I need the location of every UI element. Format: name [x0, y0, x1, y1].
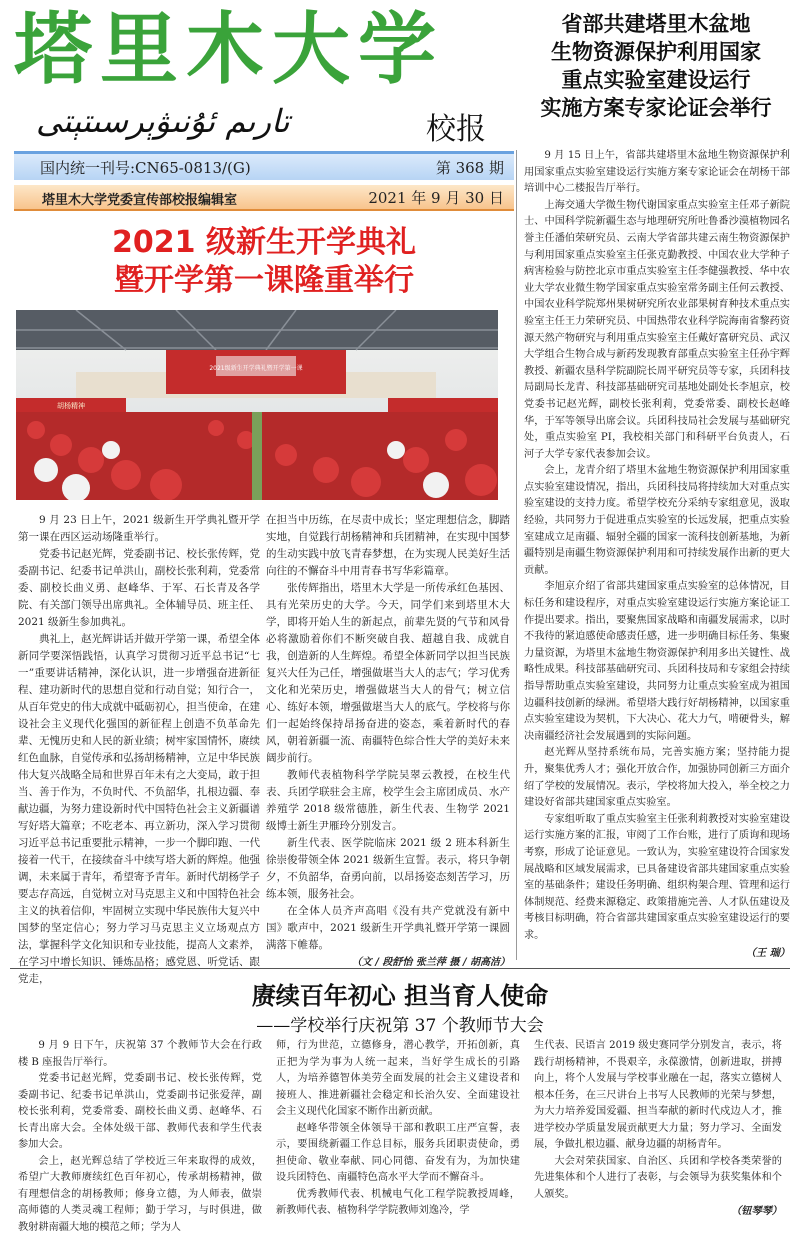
main-article-headline: [14, 224, 514, 300]
headline-line: 实施方案专家论证会举行: [520, 94, 792, 122]
paragraph: 上海交通大学微生物代谢国家重点实验室主任邓子新院士、中国科学院新疆生态与地理研究所吐鲁番沙漠植物园名誉主任潘伯荣研究员、云南大学省部共建云南生物资源保护与利用国家重点实验室主任张克勤教授、中国农业大学种子病害检验与防控北京市重点实验室主任李健强教授、华中农业大学农业微生物学国家重点实验室常务副主任何云教授、中国农业科学院郑州果树研究所农业部果树育种技术重点实验室主任王力荣研究员、中国热带农业科学院海南省黎药资源天然产物研究与利用重点实验室主任戴好富研究员、武汉大学组合生物合成与新药发现教育部重点实验室主任孙宇辉教授、新疆农垦科学院副院长周平研究员等专家，兵团科技局副局长龙青、科技部基础研究司基地处副处长李旭京，校党委书记赵光辉，副校长张利莉，党委常委、副校长赵峰华，于军等领导出席会议。兵团科技局社会发展与基础研究处，重点实验室 PI，我校相关部门和科研平台负责人，石河子大学专家代表参加会议。: [524, 198, 790, 464]
side-article-headline: [520, 10, 792, 122]
stage-banner-text: 2021级新生开学典礼暨开学第一课: [209, 364, 302, 372]
byline: （文 / 段舒怡 张兰萍 摄 / 胡高洁）: [266, 954, 510, 971]
paragraph: 赵峰华带领全体领导干部和教职工庄严宣誓，表示，要围绕新疆工作总目标，服务兵团职责使命，勇担使命、敬业奉献、同心同德、奋发有为，为加快建设兵团特色、南疆特色高水平大学而不懈奋斗。: [276, 1121, 520, 1187]
issue-band: [14, 151, 514, 180]
masthead: [14, 6, 514, 146]
headline-line: 省部共建塔里木盆地: [520, 10, 792, 38]
paragraph: 在全体人员齐声高唱《没有共产党就没有新中国》歌声中，2021 级新生开学典礼暨开学第一课圆满落下帷幕。: [266, 903, 510, 954]
paragraph: 会上，龙青介绍了塔里木盆地生物资源保护利用国家重点实验室建设情况，指出，兵团科技局将持续加大对重点实验室建设的支持力度。希望学校充分采纳专家组意见，汲取经验，共同努力于促进重点实验室的长远发展，把重点实验室建成立足南疆、辐射全疆的国家一流科技创新基地，为新疆特别是南疆生物资源保护利用和可持续发展作出新的更大贡献。: [524, 463, 790, 579]
masthead-suffix: 校报: [426, 104, 486, 148]
paragraph: 党委书记赵光辉，党委副书记、校长张传辉，党委副书记、纪委书记单洪山，党委副书记张爱萍，副校长张利莉，党委常委、副校长曲义勇、赵峰华、石长青出席大会。全体处级干部、教师代表和学生代表参加大会。: [18, 1071, 262, 1154]
paragraph: 张传辉指出，塔里木大学是一所传承红色基因、具有光荣历史的大学。今天，同学们来到塔里木大学，即将开始人生的新起点，前辈先贤的气节和风骨必将激励着你们不断突破自我、超越自我、成就自我，创造新的人生辉煌。希望全体新同学以担当民族复兴大任为己任，增强做堪当大人的志气；学习优秀文化和光荣历史，增强做堪当大人的骨气；树立信心、练好本领，增强做堪当大人的底气。学校将与你们一起始终保持昂扬奋进的姿态，乘着新时代的春风，朝着新疆一流、南疆特色综合性大学的美好未来阔步前行。: [266, 580, 510, 767]
side-article-body: [524, 148, 790, 961]
bottom-article-headline: 赓续百年初心 担当育人使命: [0, 980, 800, 1012]
editorial-office: 塔里木大学党委宣传部校报编辑室: [42, 189, 237, 208]
paragraph: 师，行为世范，立德修身，潜心教学，开拓创新，真正把为学为事为人统一起来，当好学生成长的引路人，为培养德智体美劳全面发展的社会主义建设者和接班人、推进新疆社会稳定和长治久安、全面建设社会主义现代化国家不断作出新贡献。: [276, 1038, 520, 1121]
column-divider: [516, 150, 517, 960]
section-divider: [10, 968, 790, 969]
paragraph: 在担当中历练，在尽责中成长；坚定理想信念，脚踏实地，自觉践行胡杨精神和兵团精神，在实现中国梦的生动实践中放飞青春梦想，在为实现人民美好生活向往的不懈奋斗中用青春书写华彩篇章。: [266, 512, 510, 580]
headline-line: 重点实验室建设运行: [520, 66, 792, 94]
paragraph: 专家组听取了重点实验室主任张利莉教授对实验室建设运行实施方案的汇报，审阅了工作台账，进行了质询和现场考察，形成了论证意见。一致认为，实验室建设符合国家发展战略和区域发展需求，已具备建设省部共建国家重点实验室的基础条件；建设任务明确、组织构架合理、管理和运行体制规范、经费来源稳定、政策措施完善、人才队伍建设及考核目标明确，符合省部共建国家重点实验室建设运行的要求。: [524, 812, 790, 945]
bottom-article-col1: [18, 1038, 262, 1236]
paragraph: 党委书记赵光辉，党委副书记、校长张传辉，党委副书记、纪委书记单洪山，副校长张利莉，党委常委、副校长曲义勇、赵峰华、于军、石长青及各学院、有关部门领导出席典礼。全体辅导员、班主任、2021 级新生参加典礼。: [18, 546, 260, 631]
main-article-col1: [18, 512, 260, 988]
paragraph: 大会对荣获国家、自治区、兵团和学校各类荣誉的先进集体和个人进行了表彰，与会领导为获奖集体和个人颁奖。: [534, 1154, 782, 1204]
byline: （王 瑞）: [524, 945, 790, 962]
bottom-article-col2: [276, 1038, 520, 1220]
bottom-article-subhead: ——学校举行庆祝第 37 个教师节大会: [0, 1011, 800, 1036]
paragraph: 会上，赵光辉总结了学校近三年来取得的成效，希望广大教师赓续红色百年初心，传承胡杨精神，做有理想信念的胡杨教师；修身立德，为人师表，做崇高师德的人类灵魂工程师；勤于学习，与时俱进，做教射耕南疆大地的模范之师；学为人: [18, 1154, 262, 1236]
headline-line: 生物资源保护利用国家: [520, 38, 792, 66]
paragraph: 生代表、民语言 2019 级史赛同学分别发言，表示，将践行胡杨精神，不畏艰辛，永葆激情，创新进取，拼搏向上，将个人发展与学校事业融在一起，落实立德树人根本任务，在三尺讲台上书写人民教师的光荣与梦想，为大力培养爱国爱疆、担当奉献的新时代戍边人才，推进学校办学质量发展贡献更大力量；努力学习、全面发展，争做扎根边疆、献身边疆的胡杨青年。: [534, 1038, 782, 1154]
byline: （钮琴琴）: [534, 1203, 782, 1220]
paragraph: 9 月 9 日下午，庆祝第 37 个教师节大会在行政楼 B 座报告厅举行。: [18, 1038, 262, 1071]
ceremony-photo: [16, 310, 498, 500]
paragraph: 新生代表、医学院临床 2021 级 2 班本科新生徐崇俊带领全体 2021 级新生宣誓。表示，将只争朝夕，不负韶华，奋勇向前，以昂扬姿态刻苦学习，历练本领，服务社会。: [266, 835, 510, 903]
editor-band: [14, 185, 514, 211]
paragraph: 赵光辉从坚持系统布局，完善实施方案；坚持能力提升，聚集优秀人才；强化开放合作，加强协同创新三方面介绍了学校的发展情况。表示，学校将加大投入，举全校之力建设好省部共建国家重点实验室。: [524, 745, 790, 811]
headline-line: 2021 级新生开学典礼: [14, 224, 514, 262]
bottom-article-col3: [534, 1038, 782, 1220]
paragraph: 典礼上，赵光辉讲话并做开学第一课，希望全体新同学要深悟践悟，认真学习贯彻习近平总书记“七一”重要讲话精神，深化认识，进一步增强奋进新征程、建功新时代的思想自觉和行动自觉；知行合一，从百年党史的伟大成就中砥砺初心，担当使命，在建设社会主义现代化强国的新征程上创造不负革命先辈、无愧历史和人民的新业绩；树牢家国情怀，赓续红色血脉，自觉传承和弘扬胡杨精神，立足中华民族伟大复兴战略全局和世界百年未有之大变局，敢于担当、善于作为，不负时代、不负韶华，扎根边疆、奉献边疆，为努力建设新时代中国特色社会主义新疆谱写好塔大篇章；不吃老本、再立新功，深入学习贯彻习近平总书记重要批示精神，一步一个脚印跑、一代接着一代干，在接续奋斗中续写塔大新的辉煌。他强调，未来属于青年，希望寄予青年。新时代胡杨学子要志存高远，自觉树立对马克思主义和中国特色社会主义的执着信仰，牢固树立实现中华民族伟大复兴中国梦的坚定信心；努力学习马克思主义立场观点方法，掌握科学文化知识和专业技能，提高人文素养，在学习中增长知识、锤炼品格；感党恩、听党话、跟党走，: [18, 631, 260, 988]
headline-line: 暨开学第一课隆重举行: [14, 262, 514, 300]
ceremony-photo-illustration: [16, 310, 498, 500]
publish-date: 2021 年 9 月 30 日: [368, 187, 504, 208]
paragraph: 9 月 15 日上午，省部共建塔里木盆地生物资源保护利用国家重点实验室建设运行实施方案专家论证会在胡杨干部培训中心二楼报告厅举行。: [524, 148, 790, 198]
masthead-title: 塔里木大学: [14, 6, 444, 94]
paragraph: 9 月 23 日上午，2021 级新生开学典礼暨开学第一课在西区运动场隆重举行。: [18, 512, 260, 546]
issn-number: 国内统一刊号:CN65-0813/(G): [40, 157, 251, 178]
left-banner-text: 胡杨精神: [57, 401, 85, 410]
paragraph: 教师代表植物科学学院吴翠云教授，在校生代表、兵团学联驻会主席，校学生会主席团成员、水产养殖学 2018 级常德胜，新生代表、生物学 2021 级博士新生尹雁玲分别发言。: [266, 767, 510, 835]
paragraph: 李旭京介绍了省部共建国家重点实验室的总体情况，目标任务和建设程序，对重点实验室建设运行实施方案论证工作提出要求。指出，要聚焦国家战略和南疆发展需求，以时不我待的紧迫感使命感责任感，进一步明确目标任务、集聚力量资源，为塔里木盆地生物资源保护利用多出关键性、战略性成果。科技部基础研究司、兵团科技局和专家组会持续指导帮助重点实验室建设，共同努力让重点实验室成为祖国边疆科技创新的绿洲。希望塔大践行好胡杨精神，以国家重点实验室建设为契机，下大决心、花大力气，啃硬骨头，解决南疆经济社会发展遇到的实际问题。: [524, 579, 790, 745]
issue-number: 第 368 期: [436, 157, 504, 178]
paragraph: 优秀教师代表、机械电气化工程学院教授周峰，新教师代表、植物科学学院教师刘逸冷，学: [276, 1187, 520, 1220]
masthead-uyghur-title: تارىم ئۇنىۋېرسىتېتى: [36, 102, 290, 140]
main-article-col2: [266, 512, 510, 971]
